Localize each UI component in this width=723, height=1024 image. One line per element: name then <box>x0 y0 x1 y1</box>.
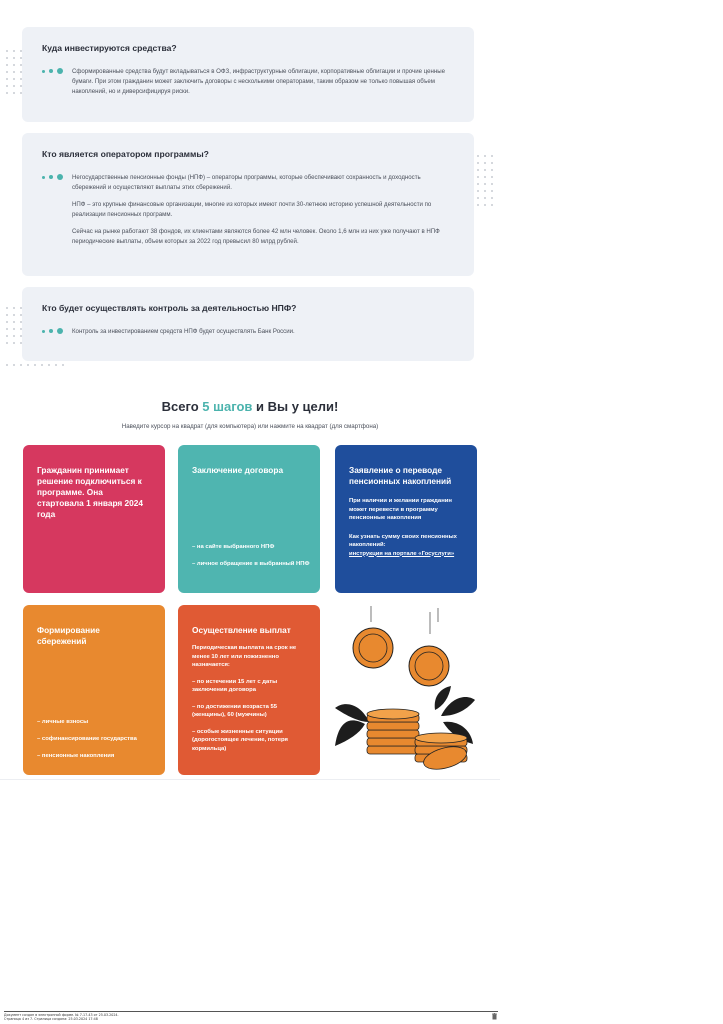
steps-heading-start: Всего <box>161 399 203 414</box>
tile-list <box>37 718 155 761</box>
faq-answer <box>72 67 454 97</box>
faq-title: Кто является оператором программы? <box>42 149 209 159</box>
steps-heading <box>0 399 500 414</box>
tile-text-label: Как узнать сумму своих пенсионных накоплений: <box>349 533 457 548</box>
bullet-dots-icon <box>42 173 72 180</box>
faq-answer <box>72 327 295 337</box>
footer-line: Страница 4 из 7. Страница создана: 25.03.2024 17:48 <box>4 1017 98 1022</box>
tile-list-item: – на сайте выбранного НПФ <box>192 544 275 550</box>
faq-paragraph: Контроль за инвестированием средств НПФ будет осуществлять Банк России. <box>72 328 295 335</box>
faq-paragraph: Сформированные средства будут вкладываться в ОФЗ, инфраструктурные облигации, корпоративные облигации и прочие ценные бумаги. При этом гражданин может заключить договоры с несколькими операторами, таким образом не только повышая объем накоплений, но и диверсифицируя риски. <box>72 68 446 95</box>
tile-list-item: – пенсионные накопления <box>37 753 115 759</box>
tile-text: При наличии и желании гражданин может перевести в программу пенсионные накопления <box>349 498 452 521</box>
tile-text <box>349 533 463 559</box>
faq-paragraph: НПФ – это крупные финансовые организации, многие из которых имеют почти 30-летнюю историю успешной деятельности по реализации пенсионных программ. <box>72 201 432 218</box>
tile-list-item: – по истечении 15 лет с даты заключения договора <box>192 678 278 693</box>
tile-list-item: – личные взносы <box>37 719 89 725</box>
tile-title: Заявление о переводе пенсионных накоплений <box>349 465 452 486</box>
decorative-dot-grid-top-left <box>6 50 22 94</box>
faq-card-investments <box>22 27 474 122</box>
decorative-dot-grid-bottom-left <box>6 307 22 344</box>
decorative-dot-row-bottom-left <box>6 364 64 366</box>
tile-list-item: – особые жизненные ситуации (дорогостоящее лечение, потеря кормильца) <box>192 728 288 752</box>
gosuslugi-instruction-link[interactable]: инструкция на портале «Госуслуги» <box>349 550 455 557</box>
step-tile-transfer[interactable] <box>335 445 477 593</box>
tile-title: Гражданин принимает решение подключиться к программе. Она стартовала 1 января 2024 года <box>37 465 144 519</box>
coin-icon <box>353 628 393 668</box>
tile-list-item: – софинансирование государства <box>37 736 137 742</box>
faq-card-control <box>22 287 474 361</box>
tile-text: Периодическая выплата на срок не менее 10 лет или пожизненно назначается: <box>192 645 297 668</box>
step-tile-savings[interactable] <box>23 605 165 775</box>
tile-title: Осуществление выплат <box>192 625 291 635</box>
coins-illustration <box>333 604 483 774</box>
faq-title: Кто будет осуществлять контроль за деятельностью НПФ? <box>42 303 297 313</box>
faq-card-operator <box>22 133 474 276</box>
tile-title: Формирование сбережений <box>37 625 100 646</box>
tile-list-item: – личное обращение в выбранный НПФ <box>192 561 310 567</box>
steps-heading-accent: 5 шагов <box>202 399 253 414</box>
tile-title: Заключение договора <box>192 465 284 475</box>
step-tile-payments[interactable] <box>178 605 320 775</box>
tile-list <box>192 543 310 569</box>
faq-title: Куда инвестируются средства? <box>42 43 177 53</box>
faq-answer <box>72 173 454 247</box>
step-tile-contract[interactable] <box>178 445 320 593</box>
footer-line: Документ создан в электронной форме. № 7-17-43 от 25.03.2024. <box>4 1013 119 1017</box>
document-footer <box>4 1013 119 1021</box>
steps-heading-end: и Вы у цели! <box>252 399 339 414</box>
section-divider <box>0 779 500 780</box>
bullet-dots-icon <box>42 67 72 74</box>
faq-paragraph: Сейчас на рынке работают 38 фондов, их клиентами являются более 42 млн человек. Около 1,6 млн из них уже получают в НПФ периодические выплаты, объем которых за 2022 год превысил 80 млрд рублей. <box>72 228 440 245</box>
coin-icon <box>409 646 449 686</box>
faq-paragraph: Негосударственные пенсионные фонды (НПФ) – операторы программы, которые обеспечивают сохранность и доходность сбережений и осуществляют выплаты этих сбережений. <box>72 174 421 191</box>
bullet-dots-icon <box>42 327 72 334</box>
tile-list-item: – по достижении возраста 55 (женщины), 60 (мужчины) <box>192 703 278 718</box>
coin-stack-icon <box>367 709 469 773</box>
decorative-dot-grid-right <box>477 155 493 206</box>
step-tile-decision[interactable] <box>23 445 165 593</box>
footer-divider <box>4 1011 498 1012</box>
steps-subtitle: Наведите курсор на квадрат (для компьютера) или нажмите на квадрат (для смартфона) <box>121 423 379 430</box>
trash-icon[interactable] <box>492 1013 497 1020</box>
